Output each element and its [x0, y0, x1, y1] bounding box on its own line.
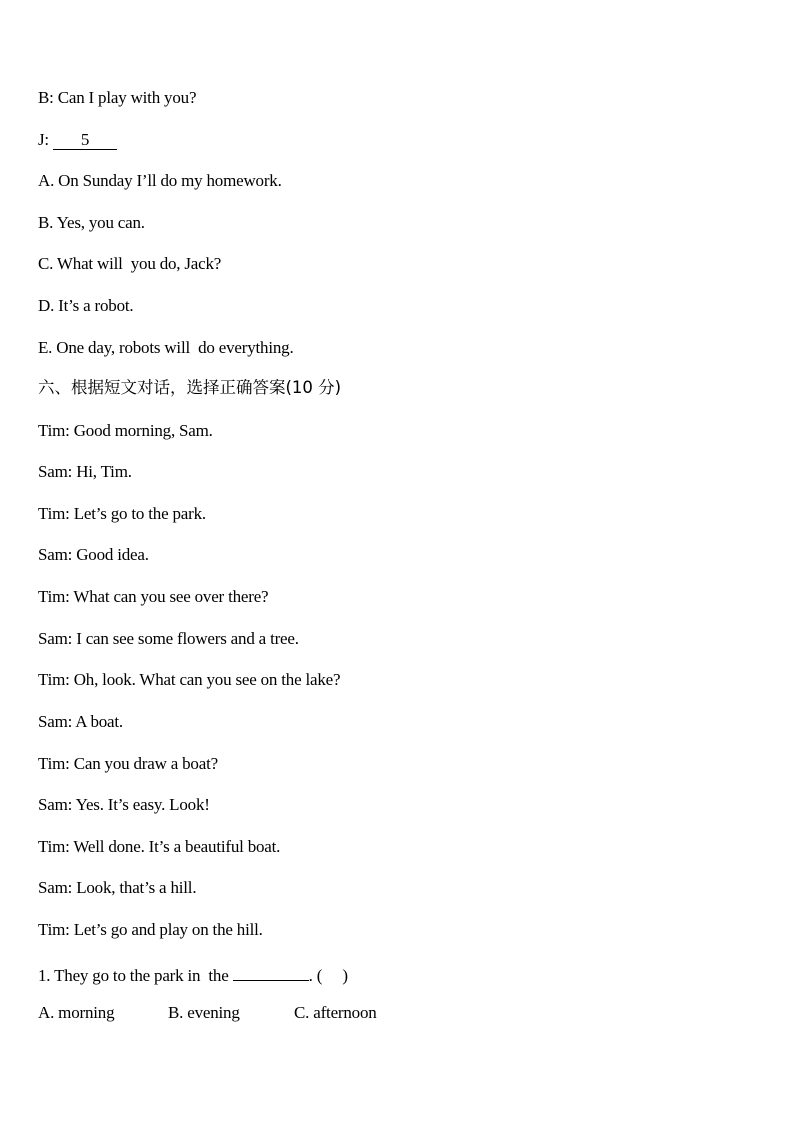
choice-b[interactable]: B. evening: [168, 1003, 240, 1022]
dialogue-line: Sam: I can see some flowers and a tree.: [38, 629, 299, 648]
dialogue-line: Tim: Oh, look. What can you see on the lake?: [38, 670, 341, 689]
dialogue-line-b: B: Can I play with you?: [38, 88, 197, 107]
dialogue-line: Tim: Well done. It’s a beautiful boat.: [38, 837, 281, 856]
dialogue-line: Sam: Good idea.: [38, 545, 149, 564]
option-d: D. It’s a robot.: [38, 296, 134, 315]
answer-blank-5[interactable]: 5: [53, 131, 117, 150]
dialogue-line: Sam: Hi, Tim.: [38, 462, 132, 481]
dialogue-line: Tim: Can you draw a boat?: [38, 754, 218, 773]
speaker-j: J:: [38, 130, 53, 149]
dialogue-line: Tim: Let’s go and play on the hill.: [38, 920, 263, 939]
option-c: C. What will you do, Jack?: [38, 254, 222, 273]
dialogue-line: Sam: Yes. It’s easy. Look!: [38, 795, 210, 814]
question-1-text: 1. They go to the park in the: [38, 966, 233, 985]
dialogue-line-j: [38, 130, 117, 150]
dialogue-line: Sam: Look, that’s a hill.: [38, 878, 197, 897]
option-a: A. On Sunday I’ll do my homework.: [38, 171, 282, 190]
choice-a[interactable]: A. morning: [38, 1003, 115, 1022]
dialogue-line: Tim: Let’s go to the park.: [38, 504, 206, 523]
question-1-blank[interactable]: [233, 962, 309, 981]
question-1-bracket: . ( ): [308, 966, 348, 985]
choice-c[interactable]: C. afternoon: [294, 1003, 377, 1022]
question-1-choices: [38, 1003, 377, 1023]
question-1: [38, 962, 348, 986]
dialogue-line: Sam: A boat.: [38, 712, 123, 731]
dialogue-line: Tim: What can you see over there?: [38, 587, 269, 606]
option-e: E. One day, robots will do everything.: [38, 338, 294, 357]
section-heading: 六、根据短文对话，选择正确答案(10 分): [38, 378, 342, 397]
dialogue-line: Tim: Good morning, Sam.: [38, 421, 213, 440]
option-b: B. Yes, you can.: [38, 213, 145, 232]
